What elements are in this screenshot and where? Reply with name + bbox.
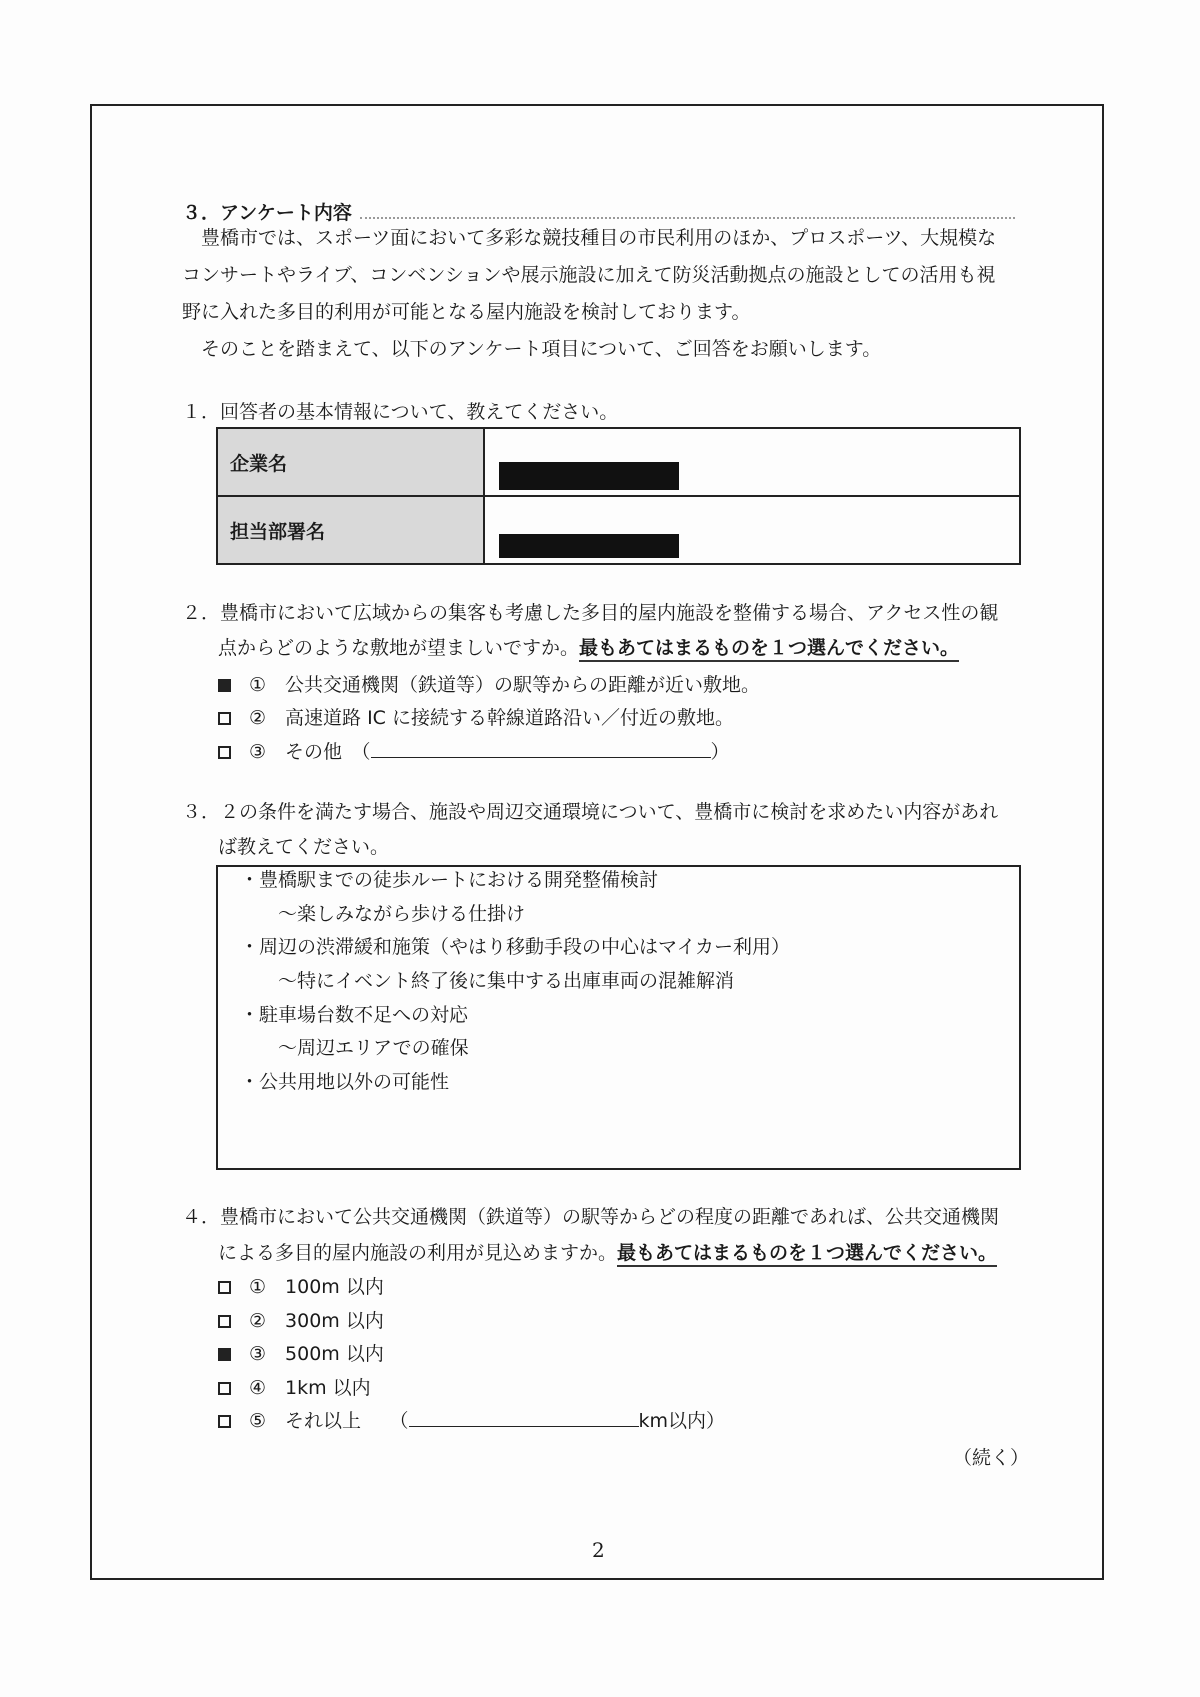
q3-answer-3: ・周辺の渋滞緩和施策（やはり移動手段の中心はマイカー利用） bbox=[240, 936, 791, 958]
intro-line-4: そのことを踏まえて、以下のアンケート項目について、ご回答をお願いします。 bbox=[182, 338, 882, 360]
checkbox-unchecked[interactable] bbox=[218, 712, 231, 725]
q3-answer-1: ・豊橋駅までの徒歩ルートにおける開発整備検討 bbox=[240, 869, 659, 891]
q4-option-1[interactable] bbox=[218, 1270, 384, 1304]
page-number: 2 bbox=[592, 1538, 605, 1562]
department-name-label: 担当部署名 bbox=[217, 496, 484, 564]
checkbox-checked[interactable] bbox=[218, 679, 231, 692]
q2-option-3-label: ③ その他 （ bbox=[249, 741, 371, 763]
q3-answer-6: ～周辺エリアでの確保 bbox=[240, 1037, 469, 1059]
checkbox-unchecked[interactable] bbox=[218, 1382, 231, 1395]
q4-option-2-label: ② 300m 以内 bbox=[249, 1310, 384, 1332]
q4-option-3-label: ③ 500m 以内 bbox=[249, 1343, 384, 1365]
intro-line-2: コンサートやライブ、コンベンションや展示施設に加えて防災活動拠点の施設としての活用も視 bbox=[182, 264, 996, 286]
q4-line-2 bbox=[218, 1236, 997, 1270]
q2-line-1: ２．豊橋市において広域からの集客も考慮した多目的屋内施設を整備する場合、アクセス性の観 bbox=[182, 602, 999, 624]
q3-answer-7: ・公共用地以外の可能性 bbox=[240, 1071, 450, 1093]
q3-line-1: ３．２の条件を満たす場合、施設や周辺交通環境について、豊橋市に検討を求めたい内容があれ bbox=[182, 801, 999, 823]
q4-option-4[interactable] bbox=[218, 1371, 371, 1405]
q1-text: １．回答者の基本情報について、教えてください。 bbox=[182, 401, 619, 423]
q3-answer-5: ・駐車場台数不足への対応 bbox=[240, 1004, 469, 1026]
intro-line-3: 野に入れた多目的利用が可能となる屋内施設を検討しております。 bbox=[182, 301, 751, 323]
q2-line-2-prefix: 点からどのような敷地が望ましいですか。 bbox=[218, 637, 580, 659]
respondent-info-table bbox=[216, 427, 1021, 565]
q4-option-5-label: ⑤ それ以上 （ bbox=[249, 1410, 409, 1432]
q2-option-1[interactable] bbox=[218, 668, 760, 702]
q2-option-3[interactable] bbox=[218, 735, 730, 769]
checkbox-unchecked[interactable] bbox=[218, 1315, 231, 1328]
q3-answer-2: ～楽しみながら歩ける仕掛け bbox=[240, 903, 526, 925]
q2-option-2-label: ② 高速道路 IC に接続する幹線道路沿い／付近の敷地。 bbox=[249, 707, 734, 729]
q2-line-2 bbox=[218, 631, 959, 665]
q3-answer-4: ～特にイベント終了後に集中する出庫車両の混雑解消 bbox=[240, 970, 735, 992]
q4-option-4-label: ④ 1km 以内 bbox=[249, 1377, 371, 1399]
checkbox-unchecked[interactable] bbox=[218, 1415, 231, 1428]
q4-option-5[interactable] bbox=[218, 1404, 725, 1438]
department-name-field[interactable] bbox=[484, 496, 1020, 564]
title-dotted-rule bbox=[360, 217, 1015, 219]
q4-option-1-label: ① 100m 以内 bbox=[249, 1276, 384, 1298]
company-name-label: 企業名 bbox=[217, 428, 484, 496]
q4-option-3[interactable] bbox=[218, 1337, 384, 1371]
q4-emphasis: 最もあてはまるものを１つ選んでください。 bbox=[617, 1242, 997, 1267]
q4-line-1: ４．豊橋市において公共交通機関（鉄道等）の駅等からどの程度の距離であれば、公共交通機関 bbox=[182, 1206, 1000, 1228]
q3-line-2: ば教えてください。 bbox=[218, 836, 390, 858]
section-title: ３．アンケート内容 bbox=[182, 202, 352, 224]
q4-option-5-suffix: km以内） bbox=[638, 1410, 726, 1432]
redaction-bar bbox=[499, 462, 679, 490]
checkbox-checked[interactable] bbox=[218, 1348, 231, 1361]
checkbox-unchecked[interactable] bbox=[218, 1281, 231, 1294]
q2-option-2[interactable] bbox=[218, 701, 734, 735]
q4-option-2[interactable] bbox=[218, 1304, 384, 1338]
table-row bbox=[217, 496, 1020, 564]
intro-line-1: 豊橋市では、スポーツ面において多彩な競技種目の市民利用のほか、プロスポーツ、大規模な bbox=[182, 227, 997, 249]
q2-option-1-label: ① 公共交通機関（鉄道等）の駅等からの距離が近い敷地。 bbox=[249, 674, 761, 696]
q2-option-3-suffix: ） bbox=[710, 741, 730, 763]
redaction-bar bbox=[499, 534, 679, 558]
table-row bbox=[217, 428, 1020, 496]
checkbox-unchecked[interactable] bbox=[218, 746, 231, 759]
q2-emphasis: 最もあてはまるものを１つ選んでください。 bbox=[579, 637, 959, 662]
company-name-field[interactable] bbox=[484, 428, 1020, 496]
q4-line-2-prefix: による多目的屋内施設の利用が見込めますか。 bbox=[218, 1242, 618, 1264]
distance-fill-line[interactable] bbox=[409, 1408, 639, 1427]
continued-label: （続く） bbox=[953, 1447, 1030, 1469]
other-fill-line[interactable] bbox=[371, 739, 711, 758]
